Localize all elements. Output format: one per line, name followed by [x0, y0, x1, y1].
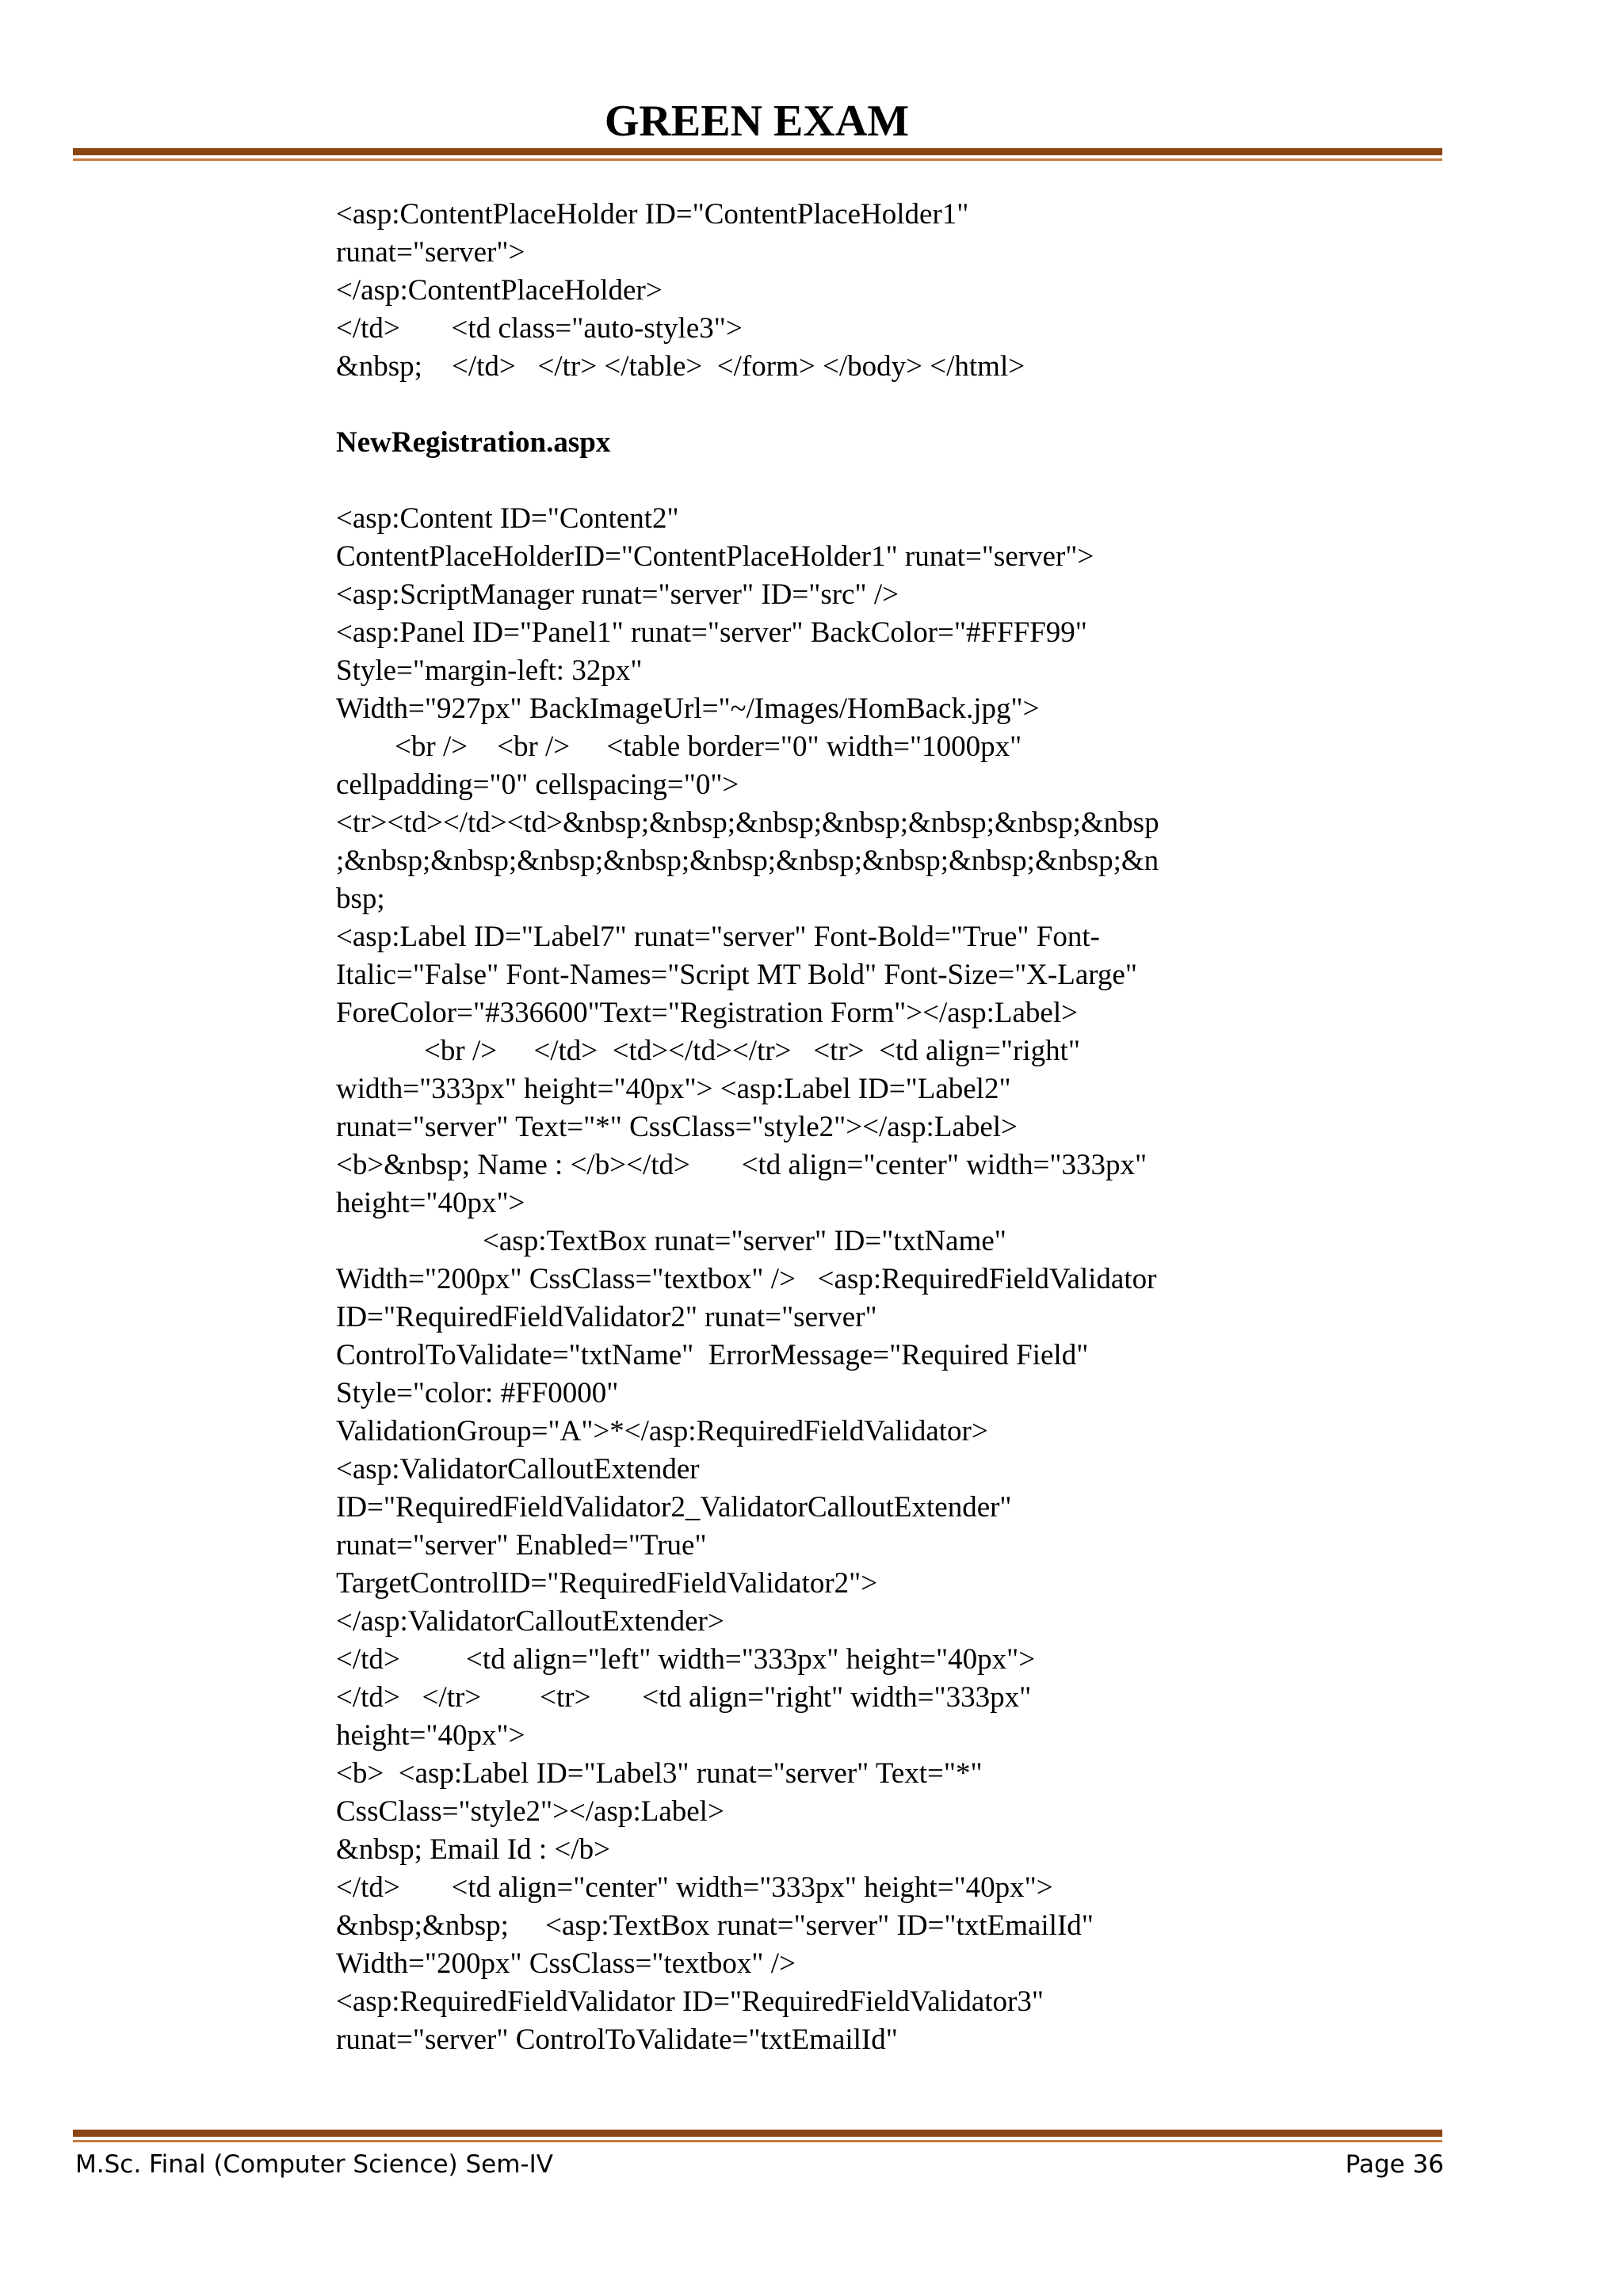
- code-line: <tr><td></td><td>&nbsp;&nbsp;&nbsp;&nbsp;&nbsp;&nbsp;&nbsp: [336, 807, 1159, 839]
- code-line: ValidationGroup="A">*</asp:RequiredFieldValidator>: [336, 1415, 988, 1447]
- code-line: bsp;: [336, 883, 385, 915]
- code-line: <asp:Panel ID="Panel1" runat="server" BackColor="#FFFF99": [336, 616, 1087, 649]
- code-line: <asp:ContentPlaceHolder ID="ContentPlaceHolder1": [336, 198, 969, 231]
- code-line: ForeColor="#336600"Text="Registration Form"></asp:Label>: [336, 997, 1078, 1029]
- footer-rule: [73, 2130, 1442, 2142]
- document-body: [336, 196, 1287, 2059]
- code-line: runat="server" ControlToValidate="txtEmailId": [336, 2023, 898, 2056]
- code-line: </td> <td align="left" width="333px" height="40px">: [336, 1643, 1036, 1676]
- code-line: ControlToValidate="txtName" ErrorMessage="Required Field": [336, 1339, 1089, 1371]
- code-line: <br /> <br /> <table border="0" width="1000px": [336, 730, 1022, 763]
- code-line: <asp:ValidatorCalloutExtender: [336, 1453, 700, 1486]
- code-line: TargetControlID="RequiredFieldValidator2">: [336, 1567, 878, 1600]
- code-line: <asp:TextBox runat="server" ID="txtName": [336, 1225, 1006, 1257]
- code-line: height="40px">: [336, 1187, 525, 1219]
- code-line: <asp:ScriptManager runat="server" ID="src" />: [336, 578, 899, 611]
- footer-page-number: Page 36: [1345, 2150, 1444, 2179]
- code-line: ;&nbsp;&nbsp;&nbsp;&nbsp;&nbsp;&nbsp;&nbsp;&nbsp;&nbsp;&n: [336, 845, 1159, 877]
- code-line: runat="server" Text="*" CssClass="style2"></asp:Label>: [336, 1111, 1018, 1143]
- code-line: ID="RequiredFieldValidator2" runat="server": [336, 1301, 877, 1333]
- code-line: &nbsp;&nbsp; <asp:TextBox runat="server" ID="txtEmailId": [336, 1909, 1094, 1942]
- code-line: Style="color: #FF0000": [336, 1377, 619, 1409]
- code-line: Style="margin-left: 32px": [336, 654, 643, 687]
- section-heading: NewRegistration.aspx: [336, 426, 611, 459]
- code-block-masterpage-end: [336, 196, 1287, 386]
- code-line: runat="server">: [336, 236, 525, 269]
- code-line: <asp:Label ID="Label7" runat="server" Font-Bold="True" Font-: [336, 921, 1100, 953]
- code-line: ID="RequiredFieldValidator2_ValidatorCalloutExtender": [336, 1491, 1012, 1524]
- code-line: </td> <td class="auto-style3">: [336, 312, 743, 345]
- code-line: CssClass="style2"></asp:Label>: [336, 1795, 724, 1828]
- code-line: Width="200px" CssClass="textbox" />: [336, 1947, 796, 1980]
- code-line: runat="server" Enabled="True": [336, 1529, 707, 1562]
- footer-course-label: M.Sc. Final (Computer Science) Sem-IV: [75, 2150, 553, 2179]
- code-line: <b> <asp:Label ID="Label3" runat="server" Text="*": [336, 1757, 983, 1790]
- code-line: </td> <td align="center" width="333px" height="40px">: [336, 1871, 1053, 1904]
- code-line: width="333px" height="40px"> <asp:Label ID="Label2": [336, 1073, 1011, 1105]
- code-line: </asp:ContentPlaceHolder>: [336, 274, 663, 307]
- code-line: <asp:RequiredFieldValidator ID="RequiredFieldValidator3": [336, 1985, 1044, 2018]
- code-line: cellpadding="0" cellspacing="0">: [336, 769, 739, 801]
- code-line: Italic="False" Font-Names="Script MT Bold" Font-Size="X-Large": [336, 959, 1137, 991]
- code-line: Width="200px" CssClass="textbox" /> <asp:RequiredFieldValidator: [336, 1263, 1157, 1295]
- page-header-title: GREEN EXAM: [604, 97, 910, 146]
- code-line: &nbsp; </td> </tr> </table> </form> </body> </html>: [336, 350, 1025, 383]
- code-line: height="40px">: [336, 1719, 525, 1752]
- code-line: </td> </tr> <tr> <td align="right" width="333px": [336, 1681, 1032, 1714]
- code-line: &nbsp; Email Id : </b>: [336, 1833, 610, 1866]
- code-line: <br /> </td> <td></td></tr> <tr> <td align="right": [336, 1035, 1080, 1067]
- code-line: <asp:Content ID="Content2": [336, 502, 679, 535]
- code-line: ContentPlaceHolderID="ContentPlaceHolder1" runat="server">: [336, 540, 1094, 573]
- code-block-newregistration: [336, 500, 1287, 2059]
- code-line: Width="927px" BackImageUrl="~/Images/HomBack.jpg">: [336, 692, 1040, 725]
- header-rule: [73, 148, 1442, 161]
- code-line: </asp:ValidatorCalloutExtender>: [336, 1605, 724, 1638]
- code-line: <b>&nbsp; Name : </b></td> <td align="center" width="333px": [336, 1149, 1148, 1181]
